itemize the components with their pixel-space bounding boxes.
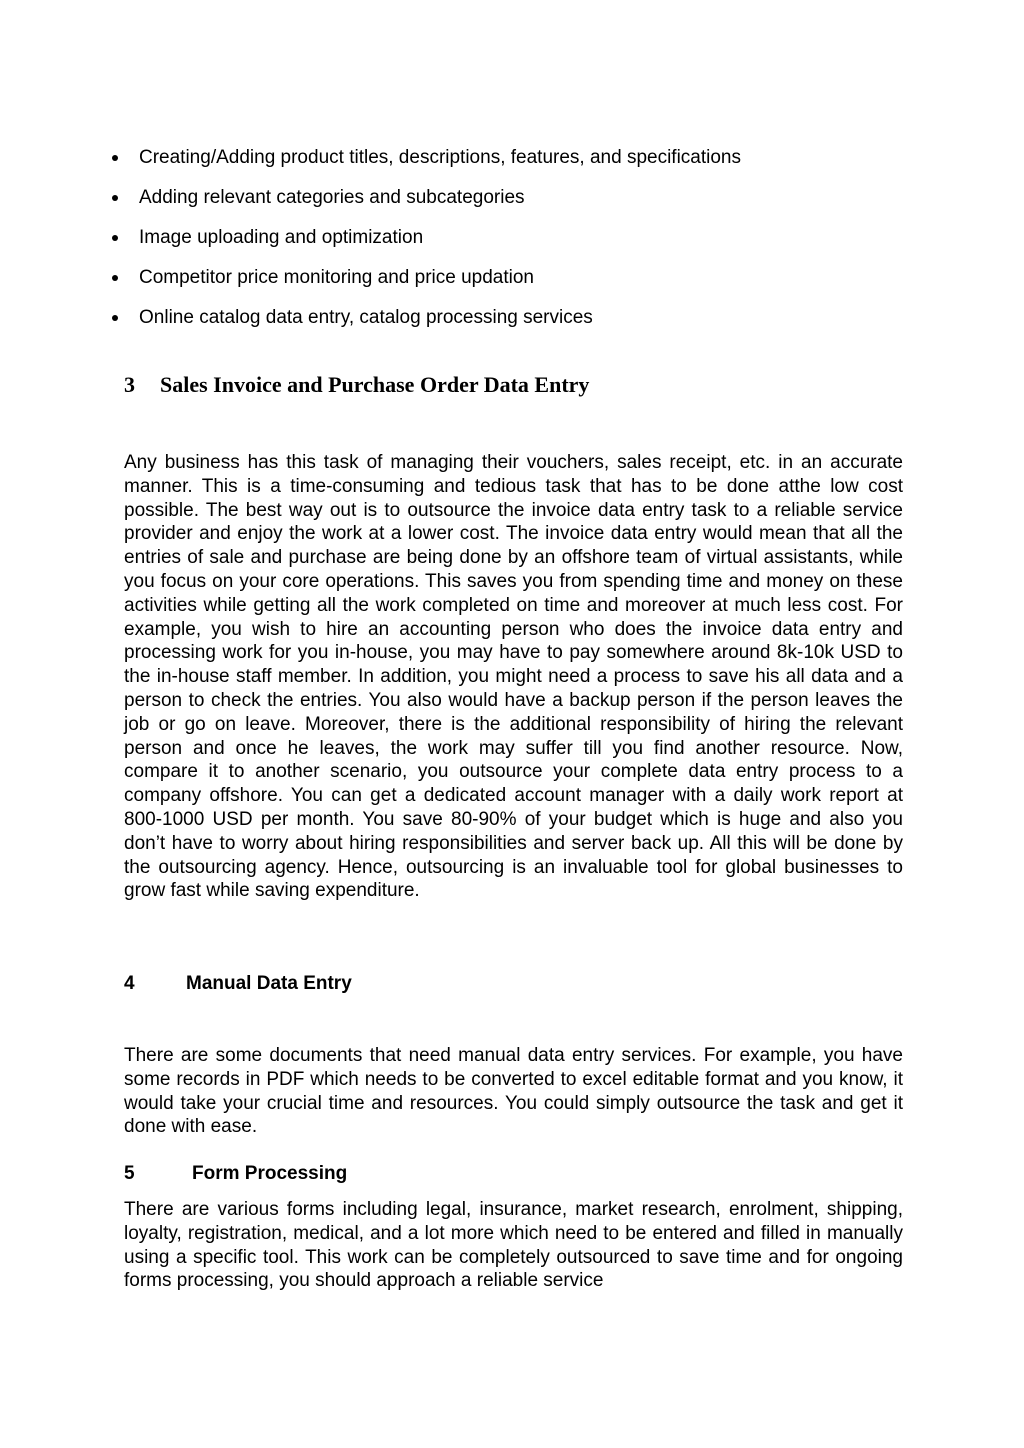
bullet-dot-icon	[112, 155, 118, 161]
section-5-paragraph: There are various forms including legal, insurance, market research, enrolment, shipping, loyalty, registration, medical, and a lot more which need to be entered and filled in manually using a specific tool. This work can be completely outsourced to save time and for ongoing forms processing, you should approach a reliable service	[124, 1199, 903, 1292]
bullet-dot-icon	[112, 235, 118, 241]
section-4-heading	[124, 972, 352, 996]
section-title: Form Processing	[192, 1163, 348, 1184]
section-title: Sales Invoice and Purchase Order Data Entry	[160, 372, 590, 397]
section-3-paragraph: Any business has this task of managing their vouchers, sales receipt, etc. in an accurate manner. This is a time-consuming and tedious task that has to be done atthe low cost possible. The best way out is to outsource the invoice data entry task to a reliable service provider and enjoy the work at a lower cost. The invoice data entry would mean that all the entries of sale and purchase are being done by an offshore team of virtual assistants, while you focus on your core operations. This saves you from spending time and money on these activities while getting all the work completed on time and moreover at much less cost. For example, you wish to hire an accounting person who does the invoice data entry and processing work for you in-house, you may have to pay somewhere around 8k-10k USD to the in-house staff member. In addition, you might need a process to save his all data and a person to check the entries. You also would have a backup person if the person leaves the job or go on leave. Moreover, there is the additional responsibility of hiring the relevant person and once he leaves, the work may suffer till you find another resource. Now, compare it to another scenario, you outsource your complete data entry process to a company offshore. You can get a dedicated account manager with a daily work report at 800-1000 USD per month. You save 80-90% of your budget which is huge and also you don’t have to worry about hiring responsibilities and server back up. All this will be done by the outsourcing agency. Hence, outsourcing is an invaluable tool for global businesses to grow fast while saving expenditure.	[124, 452, 903, 902]
bullet-dot-icon	[112, 275, 118, 281]
bullet-text: Creating/Adding product titles, descriptions, features, and specifications	[139, 147, 741, 168]
bullet-text: Competitor price monitoring and price updation	[139, 267, 534, 288]
section-number: 4	[124, 973, 135, 994]
section-number: 3	[124, 372, 135, 397]
bullet-item	[105, 266, 741, 306]
bullet-dot-icon	[112, 195, 118, 201]
bullet-dot-icon	[112, 315, 118, 321]
bullet-item	[105, 306, 741, 346]
bullet-text: Image uploading and optimization	[139, 227, 424, 248]
service-bullet-list	[105, 146, 741, 346]
bullet-item	[105, 186, 741, 226]
bullet-item	[105, 226, 741, 266]
section-4-paragraph: There are some documents that need manual data entry services. For example, you have some records in PDF which needs to be converted to excel editable format and you know, it would take your crucial time and resources. You could simply outsource the task and get it done with ease.	[124, 1045, 903, 1138]
section-title: Manual Data Entry	[186, 973, 352, 994]
section-3-heading	[124, 370, 589, 400]
section-number: 5	[124, 1163, 135, 1184]
section-5-heading	[124, 1162, 347, 1186]
bullet-text: Adding relevant categories and subcategories	[139, 187, 525, 208]
bullet-text: Online catalog data entry, catalog processing services	[139, 307, 593, 328]
bullet-item	[105, 146, 741, 186]
